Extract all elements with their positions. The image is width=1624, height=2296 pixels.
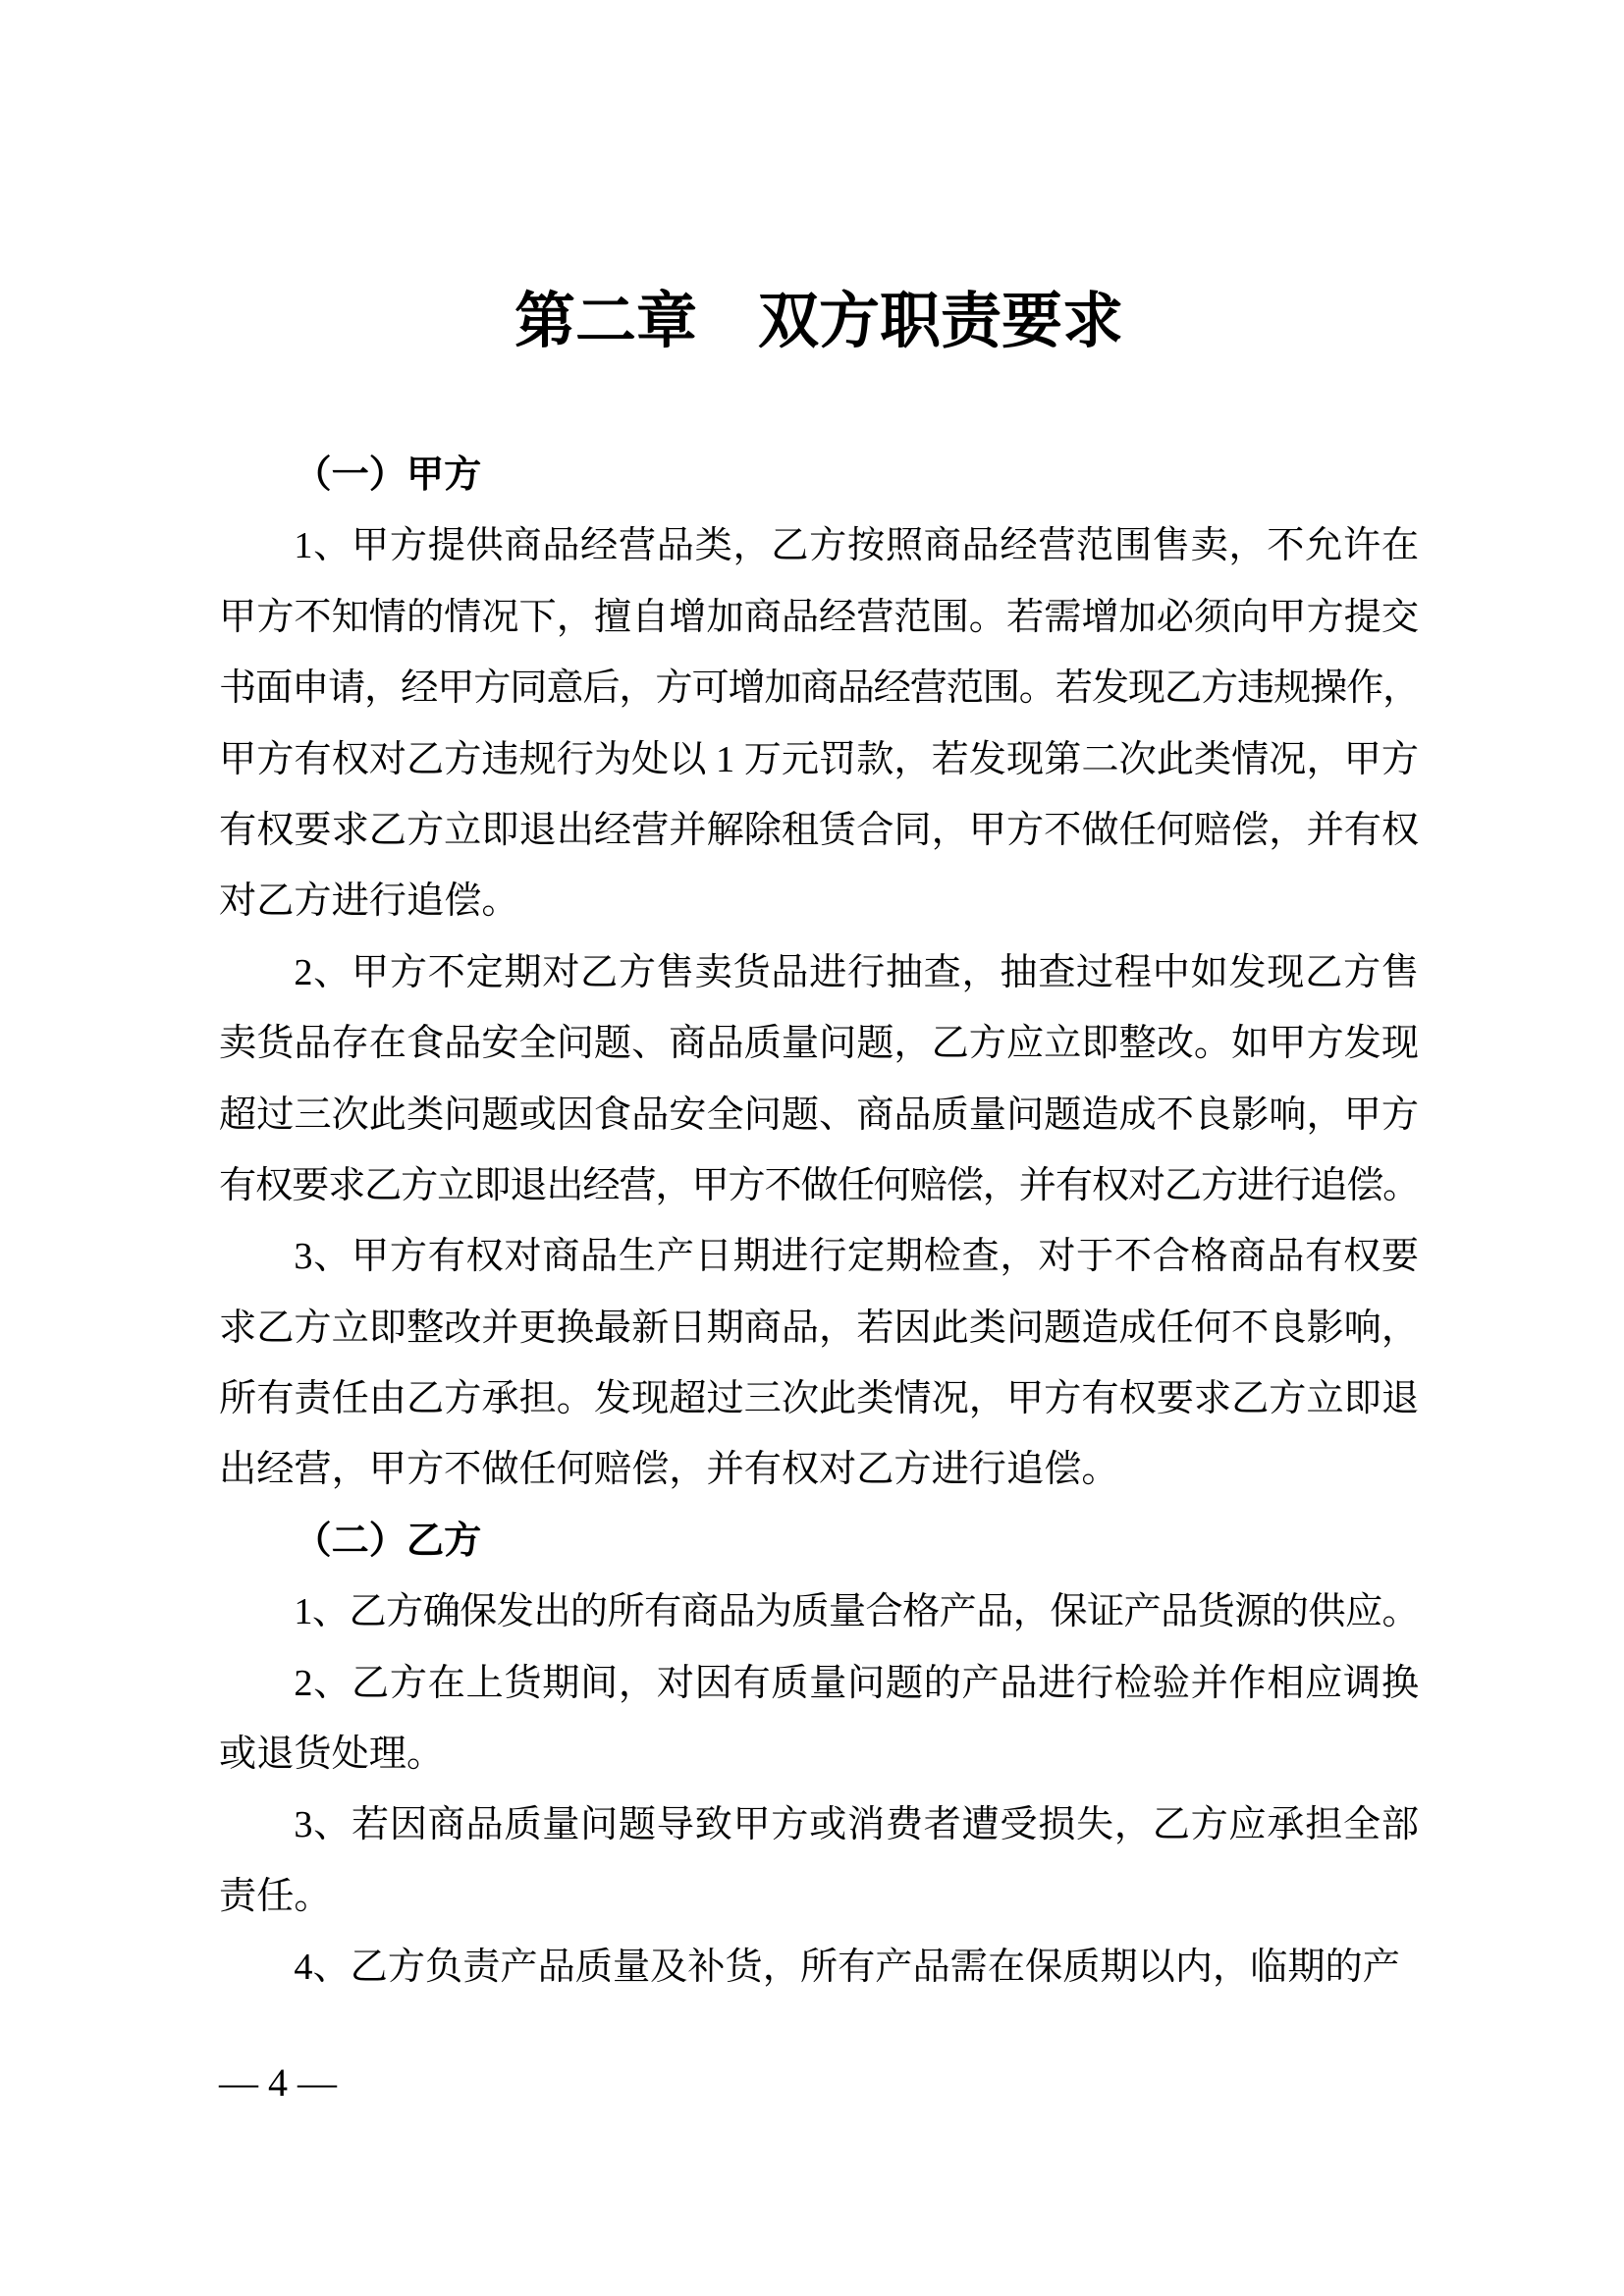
paragraph-line: 或退货处理。 xyxy=(219,1734,445,1776)
paragraph-line: 3、若因商品质量问题导致甲方或消费者遭受损失，乙方应承担全部 xyxy=(294,1804,1419,1846)
page-number: — 4 — xyxy=(219,2060,337,2105)
section-heading: （二）乙方 xyxy=(294,1519,482,1562)
paragraph-line: 有权要求乙方立即退出经营并解除租赁合同，甲方不做任何赔偿，并有权 xyxy=(219,809,1419,851)
paragraph-line: 2、乙方在上货期间，对因有质量问题的产品进行检验并作相应调换 xyxy=(294,1662,1419,1704)
paragraph-line: 1、乙方确保发出的所有商品为质量合格产品，保证产品货源的供应。 xyxy=(294,1591,1420,1633)
paragraph-line: 书面申请，经甲方同意后，方可增加商品经营范围。若发现乙方违规操作， xyxy=(219,667,1420,710)
paragraph-line: 甲方不知情的情况下，擅自增加商品经营范围。若需增加必须向甲方提交 xyxy=(219,596,1419,638)
paragraph-line: 对乙方进行追偿。 xyxy=(219,881,519,923)
paragraph-line: 甲方有权对乙方违规行为处以 1 万元罚款，若发现第二次此类情况，甲方 xyxy=(219,738,1419,780)
paragraph-line: 4、乙方负责产品质量及补货，所有产品需在保质期以内，临期的产 xyxy=(294,1947,1400,1989)
paragraph-line: 求乙方立即整改并更换最新日期商品，若因此类问题造成任何不良影响， xyxy=(219,1307,1419,1349)
paragraph-line: 2、甲方不定期对乙方售卖货品进行抽查，抽查过程中如发现乙方售 xyxy=(294,951,1419,993)
paragraph-line: 出经营，甲方不做任何赔偿，并有权对乙方进行追偿。 xyxy=(219,1449,1119,1491)
paragraph-line: 责任。 xyxy=(219,1875,332,1917)
paragraph-line: 所有责任由乙方承担。发现超过三次此类情况，甲方有权要求乙方立即退 xyxy=(219,1378,1419,1420)
section-heading: （一）甲方 xyxy=(294,454,482,496)
chapter-title: 第二章 双方职责要求 xyxy=(514,289,1123,355)
paragraph-line: 3、甲方有权对商品生产日期进行定期检查，对于不合格商品有权要 xyxy=(294,1236,1419,1278)
paragraph-line: 有权要求乙方立即退出经营，甲方不做任何赔偿，并有权对乙方进行追偿。 xyxy=(219,1164,1420,1206)
paragraph-line: 1、甲方提供商品经营品类，乙方按照商品经营范围售卖，不允许在 xyxy=(294,525,1419,567)
paragraph-line: 卖货品存在食品安全问题、商品质量问题，乙方应立即整改。如甲方发现 xyxy=(219,1023,1419,1065)
document-body xyxy=(219,440,1419,2003)
paragraph-line: 超过三次此类问题或因食品安全问题、商品质量问题造成不良影响，甲方 xyxy=(219,1094,1419,1136)
